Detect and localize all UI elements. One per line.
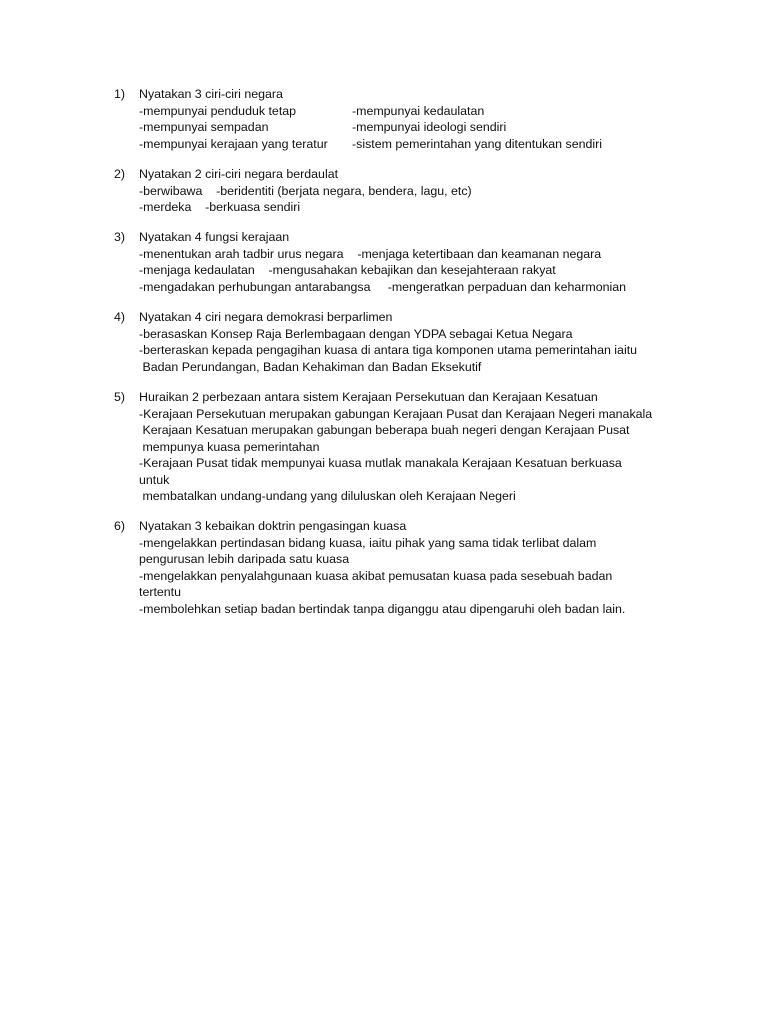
answer-line: -menjaga kedaulatan -mengusahakan kebajikan dan kesejahteraan rakyat	[139, 263, 556, 277]
answer-line: Badan Perundangan, Badan Kehakiman dan Badan Eksekutif	[139, 359, 482, 374]
question-title: Nyatakan 3 ciri-ciri negara	[139, 87, 283, 101]
answer-line: -mengelakkan penyalahgunaan kuasa akibat pemusatan kuasa pada sesebuah badan	[139, 568, 613, 583]
answer-line: -mempunyai penduduk tetap	[139, 103, 297, 118]
answer-line: -menentukan arah tadbir urus negara -menjaga ketertibaan dan keamanan negara	[139, 246, 602, 261]
answer-line: -mempunyai kedaulatan	[352, 103, 485, 118]
answer-line: -berwibawa -beridentiti (berjata negara, bendera, lagu, etc)	[139, 183, 472, 198]
answer-line: -membolehkan setiap badan bertindak tanpa diganggu atau dipengaruhi oleh badan lain.	[139, 601, 626, 616]
question-title: Nyatakan 2 ciri-ciri negara berdaulat	[139, 167, 339, 181]
answer-line: -Kerajaan Pusat tidak mempunyai kuasa mutlak manakala Kerajaan Kesatuan berkuasa	[139, 456, 622, 470]
answer-line: untuk	[139, 472, 170, 487]
question-title: Nyatakan 4 fungsi kerajaan	[139, 230, 290, 244]
answer-line: -mempunyai kerajaan yang teratur	[139, 136, 328, 151]
answer-line: -Kerajaan Persekutuan merupakan gabungan Kerajaan Pusat dan Kerajaan Negeri manakala	[139, 406, 653, 421]
question-title: Nyatakan 3 kebaikan doktrin pengasingan kuasa	[139, 519, 407, 533]
question-title: Huraikan 2 perbezaan antara sistem Kerajaan Persekutuan dan Kerajaan Kesatuan	[139, 390, 598, 404]
answer-line: -mempunyai ideologi sendiri	[352, 120, 507, 134]
answer-line: -berasaskan Konsep Raja Berlembagaan dengan YDPA sebagai Ketua Negara	[139, 326, 573, 341]
answer-line: -mengelakkan pertindasan bidang kuasa, iaitu pihak yang sama tidak terlibat dalam	[139, 535, 597, 550]
answer-line: -merdeka -berkuasa sendiri	[139, 200, 301, 214]
question-title: Nyatakan 4 ciri negara demokrasi berparlimen	[139, 310, 393, 324]
answer-line: -mempunyai sempadan	[139, 120, 269, 134]
question-number: 3)	[114, 230, 126, 244]
answer-line: membatalkan undang-undang yang diluluskan oleh Kerajaan Negeri	[139, 489, 516, 503]
answer-line: -berteraskan kepada pengagihan kuasa di antara tiga komponen utama pemerintahan iaitu	[139, 343, 638, 357]
question-number: 2)	[114, 167, 126, 181]
answer-line: -mengadakan perhubungan antarabangsa -mengeratkan perpaduan dan keharmonian	[139, 279, 627, 294]
question-number: 1)	[114, 87, 126, 101]
answer-line: Kerajaan Kesatuan merupakan gabungan beberapa buah negeri dengan Kerajaan Pusat	[139, 423, 630, 437]
answer-line: -sistem pemerintahan yang ditentukan sendiri	[352, 136, 603, 151]
answer-line: tertentu	[139, 585, 182, 599]
question-number: 4)	[114, 310, 126, 324]
answer-line: pengurusan lebih daripada satu kuasa	[139, 552, 350, 566]
question-number: 5)	[114, 390, 126, 404]
question-number: 6)	[114, 519, 126, 533]
answer-line: mempunya kuasa pemerintahan	[139, 439, 320, 454]
